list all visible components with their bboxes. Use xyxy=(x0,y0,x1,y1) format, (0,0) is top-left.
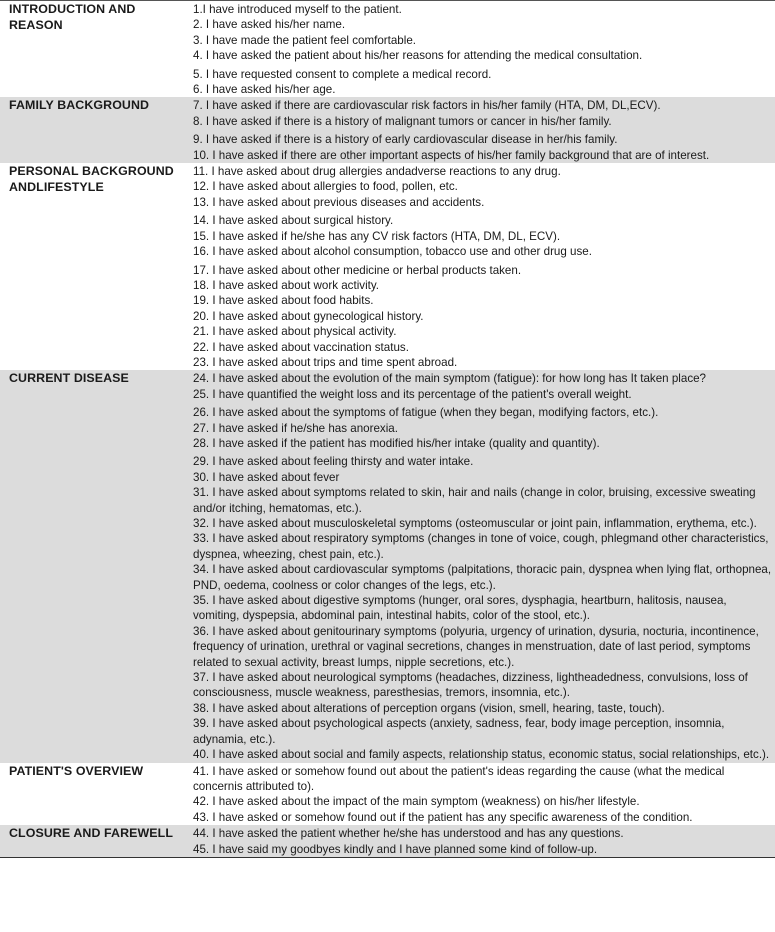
list-item: 19. I have asked about food habits. xyxy=(193,294,374,308)
list-item: 30. I have asked about fever xyxy=(193,470,340,484)
category-label: FAMILY BACKGROUND xyxy=(0,97,192,163)
list-item: 36. I have asked about genitourinary symptoms (polyuria, urgency of urination, dysuria, nocturia, incontinence, frequency of urination, urethral or vaginal secretions, changes in menstruation, date of last period, symptoms related to sexual activity, breast lumps, nipple secretions, etc.). xyxy=(193,624,759,669)
list-item: 4. I have asked the patient about his/her reasons for attending the medical consultation. xyxy=(193,49,643,63)
list-item: 38. I have asked about alterations of perception organs (vision, smell, hearing, taste, touch). xyxy=(193,701,665,715)
list-item: 27. I have asked if he/she has anorexia. xyxy=(193,421,398,435)
list-item: 42. I have asked about the impact of the main symptom (weakness) on his/her lifestyle. xyxy=(193,795,640,809)
item-list xyxy=(192,163,775,370)
section-row-closure xyxy=(0,825,775,857)
category-label: PERSONAL BACKGROUND ANDLIFESTYLE xyxy=(9,164,174,194)
list-item: 41. I have asked or somehow found out about the patient's ideas regarding the cause (what the medical concernis attributed to). xyxy=(193,764,725,793)
list-item: 37. I have asked about neurological symptoms (headaches, dizziness, lightheadedness, convulsions, loss of consciousness, muscle weakness, paresthesias, tremors, insomnia, etc.). xyxy=(193,671,748,700)
list-item: 22. I have asked about vaccination status. xyxy=(193,340,409,354)
list-item: 5. I have requested consent to complete a medical record. xyxy=(193,67,492,81)
list-item: 21. I have asked about physical activity. xyxy=(193,325,397,339)
list-item: 14. I have asked about surgical history. xyxy=(193,214,394,228)
list-item: 44. I have asked the patient whether he/she has understood and has any questions. xyxy=(193,827,624,841)
list-item: 39. I have asked about psychological aspects (anxiety, sadness, fear, body image perception, insomnia, adynamia, etc.). xyxy=(193,717,725,746)
list-item: 8. I have asked if there is a history of malignant tumors or cancer in his/her family. xyxy=(193,114,612,128)
list-item: 18. I have asked about work activity. xyxy=(193,278,380,292)
section-row-current-disease xyxy=(0,370,775,762)
section-row-personal-background xyxy=(0,163,775,370)
list-item: 2. I have asked his/her name. xyxy=(193,18,346,32)
list-item: 11. I have asked about drug allergies andadverse reactions to any drug. xyxy=(193,165,561,179)
list-item: 3. I have made the patient feel comfortable. xyxy=(193,33,416,47)
list-item: 7. I have asked if there are cardiovascular risk factors in his/her family (HTA, DM, DL,ECV). xyxy=(193,99,661,113)
item-list xyxy=(192,1,775,98)
list-item: 15. I have asked if he/she has any CV risk factors (HTA, DM, DL, ECV). xyxy=(193,229,561,243)
category-label: CLOSURE AND FAREWELL xyxy=(0,825,192,857)
category-label: CURRENT DISEASE xyxy=(0,370,192,762)
item-list xyxy=(192,825,775,857)
list-item: 45. I have said my goodbyes kindly and I have planned some kind of follow-up. xyxy=(193,842,598,856)
list-item: 34. I have asked about cardiovascular symptoms (palpitations, thoracic pain, dyspnea when lying flat, orthopnea, PND, oedema, coolness or color changes of the legs, etc.). xyxy=(193,563,772,592)
list-item: 31. I have asked about symptoms related to skin, hair and nails (change in color, bruising, excessive sweating and/or itching, hematomas, etc.). xyxy=(193,486,756,515)
list-item: 43. I have asked or somehow found out if the patient has any specific awareness of the condition. xyxy=(193,810,693,824)
list-item: 35. I have asked about digestive symptoms (hunger, oral sores, dysphagia, heartburn, halitosis, nausea, vomiting, dyspepsia, abdominal pain, intestinal habits, color of the stool, etc.). xyxy=(193,594,727,623)
item-list xyxy=(192,370,775,762)
list-item: 6. I have asked his/her age. xyxy=(193,83,336,97)
list-item: 33. I have asked about respiratory symptoms (changes in tone of voice, cough, phlegmand other characteristics, dyspnea, wheezing, chest pain, etc.). xyxy=(193,532,769,561)
category-label: PATIENT'S OVERVIEW xyxy=(9,763,144,778)
list-item: 24. I have asked about the evolution of the main symptom (fatigue): for how long has It taken place? xyxy=(193,372,707,386)
list-item: 9. I have asked if there is a history of early cardiovascular disease in her/his family. xyxy=(193,133,618,147)
category-label: INTRODUCTION AND REASON xyxy=(9,2,136,32)
item-list xyxy=(192,97,775,163)
section-row-introduction xyxy=(0,1,775,98)
list-item: 26. I have asked about the symptoms of fatigue (when they began, modifying factors, etc.). xyxy=(193,406,659,420)
list-item: 40. I have asked about social and family aspects, relationship status, economic status, social relationships, etc.). xyxy=(193,748,770,762)
section-row-family-background xyxy=(0,97,775,163)
list-item: 23. I have asked about trips and time spent abroad. xyxy=(193,355,458,369)
list-item: 16. I have asked about alcohol consumption, tobacco use and other drug use. xyxy=(193,245,592,259)
section-row-patients-overview xyxy=(0,763,775,826)
list-item: 10. I have asked if there are other important aspects of his/her family background that are of interest. xyxy=(193,148,710,162)
list-item: 17. I have asked about other medicine or herbal products taken. xyxy=(193,263,522,277)
item-list xyxy=(192,763,775,826)
list-item: 25. I have quantified the weight loss and its percentage of the patient's overall weight. xyxy=(193,387,632,401)
list-item: 13. I have asked about previous diseases and accidents. xyxy=(193,195,485,209)
list-item: 32. I have asked about musculoskeletal symptoms (osteomuscular or joint pain, inflammation, erythema, etc.). xyxy=(193,517,757,530)
list-item: 28. I have asked if the patient has modified his/her intake (quality and quantity). xyxy=(193,436,600,450)
list-item: 29. I have asked about feeling thirsty and water intake. xyxy=(193,455,474,469)
list-item: 1.I have introduced myself to the patient. xyxy=(193,3,402,16)
list-item: 12. I have asked about allergies to food, pollen, etc. xyxy=(193,180,458,194)
list-item: 20. I have asked about gynecological history. xyxy=(193,309,424,323)
